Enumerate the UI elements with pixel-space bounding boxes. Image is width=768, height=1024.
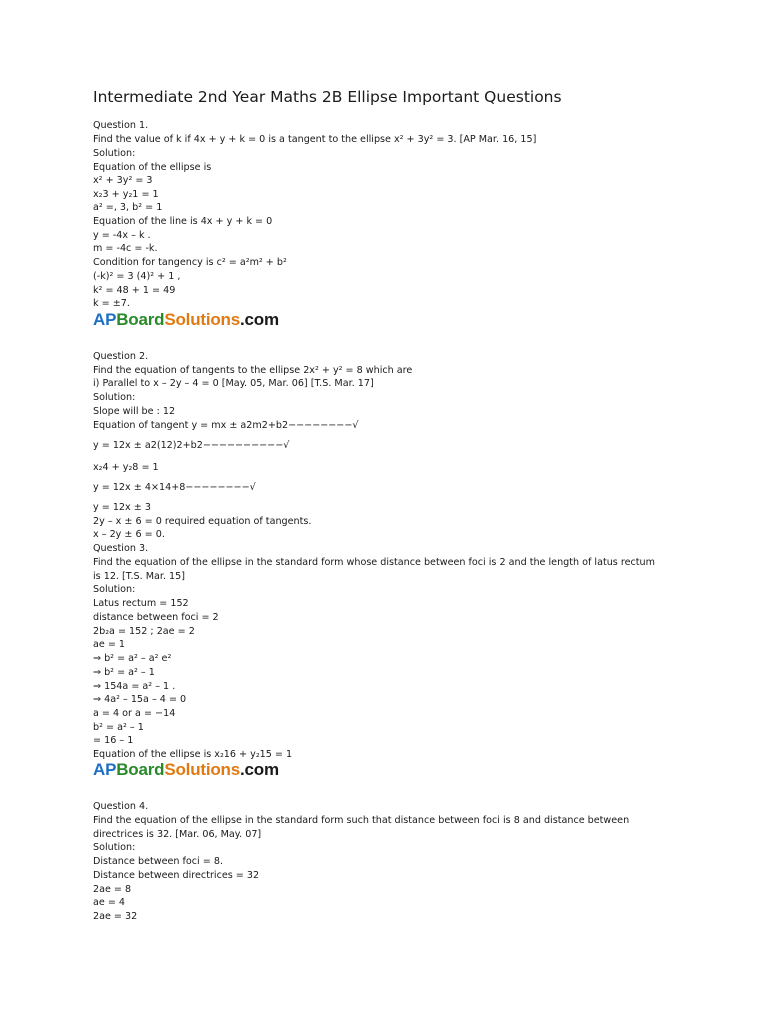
solution-line: x² + 3y² = 3 [93,175,153,186]
page-title: Intermediate 2nd Year Maths 2B Ellipse Important Questions [93,88,562,106]
solution-label: Solution: [93,392,136,403]
solution-line: ⇒ 154a = a² – 1 . [93,681,176,692]
solution-line: (-k)² = 3 (4)² + 1 , [93,271,181,282]
question-2-text: i) Parallel to x – 2y – 4 = 0 [May. 05, Mar. 06] [T.S. Mar. 17] [93,378,374,389]
solution-line: a² =, 3, b² = 1 [93,202,163,213]
question-4-text: directrices is 32. [Mar. 06, May. 07] [93,829,262,840]
solution-line: 2y – x ± 6 = 0 required equation of tangents. [93,516,312,527]
solution-line: 2ae = 32 [93,911,138,922]
question-2-text: Find the equation of tangents to the ellipse 2x² + y² = 8 which are [93,365,413,376]
solution-line: Equation of tangent y = mx ± a2m2+b2−−−−−−−−√ [93,420,359,431]
solution-line: Distance between directrices = 32 [93,870,260,881]
apboardsolutions-logo: APBoardSolutions.com [93,760,279,779]
question-2-heading: Question 2. [93,351,149,362]
question-3-heading: Question 3. [93,543,149,554]
solution-line: ⇒ b² = a² – 1 [93,667,155,678]
solution-line: ⇒ b² = a² – a² e² [93,653,172,664]
solution-line: ⇒ 4a² – 15a – 4 = 0 [93,694,187,705]
solution-label: Solution: [93,842,136,853]
solution-line: 2b₂a = 152 ; 2ae = 2 [93,626,195,637]
solution-line: ae = 4 [93,897,126,908]
solution-line: Equation of the ellipse is x₂16 + y₂15 = 1 [93,749,293,760]
solution-line: Slope will be : 12 [93,406,176,417]
solution-label: Solution: [93,148,136,159]
solution-line: m = -4c = -k. [93,243,158,254]
question-1-heading: Question 1. [93,120,149,131]
solution-line: y = 12x ± 3 [93,502,151,513]
solution-line: distance between foci = 2 [93,612,219,623]
solution-line: y = 12x ± a2(12)2+b2−−−−−−−−−−√ [93,440,290,451]
solution-line: Latus rectum = 152 [93,598,189,609]
question-1-text: Find the value of k if 4x + y + k = 0 is a tangent to the ellipse x² + 3y² = 3. [AP Mar. 16, 15] [93,134,537,145]
solution-line: 2ae = 8 [93,884,132,895]
solution-line: x₂4 + y₂8 = 1 [93,462,159,473]
solution-line: Distance between foci = 8. [93,856,224,867]
solution-line: k = ±7. [93,298,130,309]
solution-line: x – 2y ± 6 = 0. [93,529,165,540]
solution-line: a = 4 or a = −14 [93,708,176,719]
question-3-text: Find the equation of the ellipse in the standard form whose distance between foci is 2 and the length of latus rectum [93,557,655,568]
solution-line: x₂3 + y₂1 = 1 [93,189,159,200]
solution-line: Condition for tangency is c² = a²m² + b² [93,257,287,268]
solution-line: y = 12x ± 4×14+8−−−−−−−−√ [93,482,256,493]
apboardsolutions-logo: APBoardSolutions.com [93,310,279,329]
solution-line: b² = a² – 1 [93,722,144,733]
solution-line: Equation of the line is 4x + y + k = 0 [93,216,273,227]
question-3-text: is 12. [T.S. Mar. 15] [93,571,185,582]
solution-line: y = -4x – k . [93,230,151,241]
question-4-text: Find the equation of the ellipse in the standard form such that distance between foci is 8 and distance between [93,815,630,826]
question-4-heading: Question 4. [93,801,149,812]
solution-line: k² = 48 + 1 = 49 [93,285,176,296]
solution-line: Equation of the ellipse is [93,162,212,173]
solution-line: = 16 – 1 [93,735,134,746]
solution-line: ae = 1 [93,639,126,650]
solution-label: Solution: [93,584,136,595]
